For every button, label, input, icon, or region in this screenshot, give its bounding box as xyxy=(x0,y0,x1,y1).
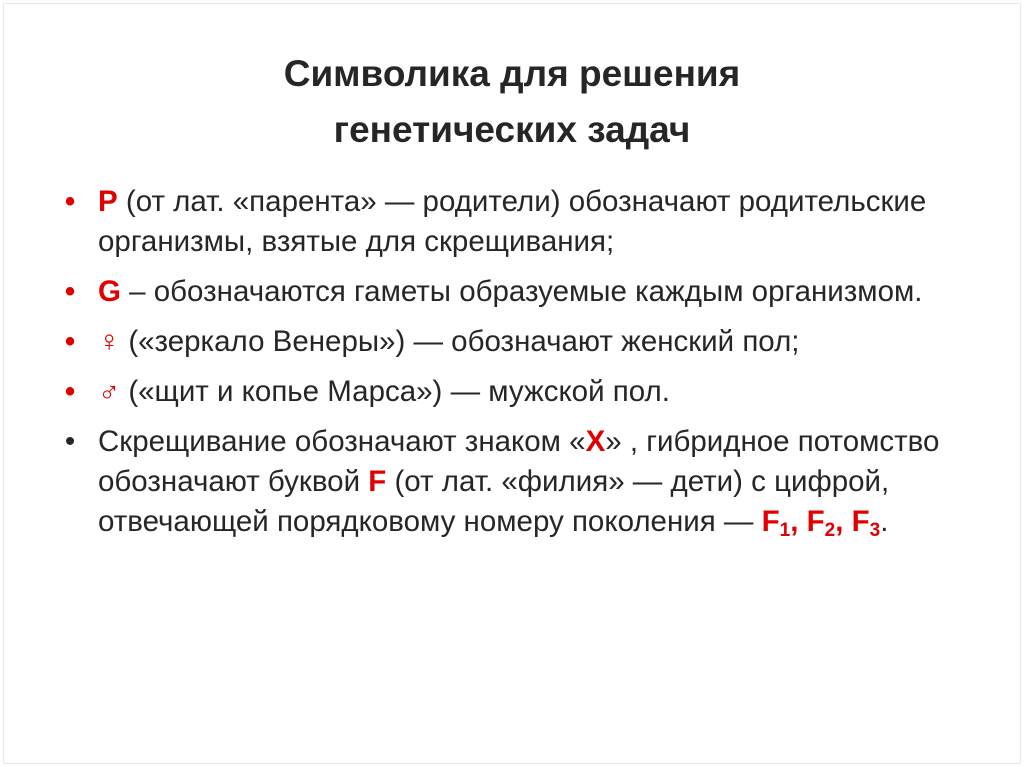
list-item-parents xyxy=(60,182,980,262)
list-item-crossing xyxy=(60,422,980,542)
separator: , xyxy=(835,505,852,538)
bullet: • xyxy=(64,275,76,308)
cross-symbol: X xyxy=(585,425,606,458)
crossing-text-1: Скрещивание обозначают знаком « xyxy=(98,425,586,458)
crossing-text-3: (от лат. «филия» — дети) с цифрой, отвечающей порядковому номеру поколения — xyxy=(98,465,890,538)
female-description: («зеркало Венеры») — обозначают женский пол; xyxy=(120,325,800,358)
list-item-female xyxy=(60,322,980,362)
f2-symbol: $F_2$ xyxy=(806,505,836,541)
crossing-end: . xyxy=(880,505,889,538)
list-item-male xyxy=(60,372,980,412)
slide-title xyxy=(0,46,1024,158)
parents-symbol: P xyxy=(98,185,118,218)
list-item-gametes xyxy=(60,272,980,312)
bullet: • xyxy=(64,185,76,218)
parents-description: (от лат. «парента» — родители) обозначают родительские организмы, взятые для скрещивания; xyxy=(98,185,927,258)
f3-symbol: $F_3$ xyxy=(851,505,881,541)
crossing-text-2: » , гибридное потомство обозначают буквой xyxy=(98,425,940,498)
female-symbol-icon: ♀ xyxy=(98,325,121,358)
gametes-description: – обозначаются гаметы образуемые каждым организмом. xyxy=(120,275,923,308)
f1-symbol: $F_1$ xyxy=(761,505,791,541)
male-symbol-icon: ♂ xyxy=(98,375,121,408)
male-description: («щит и копье Марса») — мужской пол. xyxy=(120,375,670,408)
title-line-1: Символика для решения xyxy=(283,53,741,94)
bullet: • xyxy=(64,425,76,458)
symbol-list xyxy=(60,182,980,552)
bullet: • xyxy=(64,325,76,358)
separator: , xyxy=(790,505,807,538)
filial-symbol: F xyxy=(368,465,387,498)
gametes-symbol: G xyxy=(98,275,121,308)
title-line-2: генетических задач xyxy=(333,109,691,150)
bullet: • xyxy=(64,375,76,408)
